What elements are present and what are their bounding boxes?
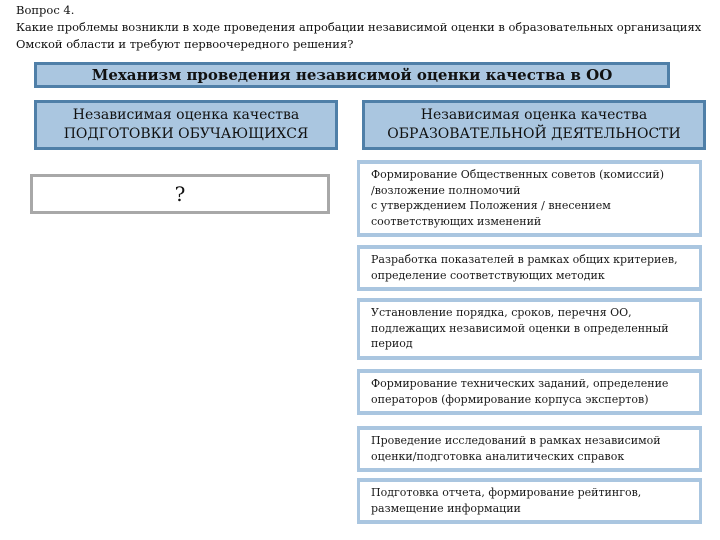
question-mark-box: [30, 174, 330, 214]
question-mark: ?: [174, 182, 186, 206]
step-line: Формирование Общественных советов (комиссий): [371, 168, 665, 181]
left-column-heading: [34, 100, 338, 150]
step-line: Формирование технических заданий, определение: [371, 377, 669, 390]
question-number: Вопрос 4.: [16, 3, 75, 17]
step-box-5: [357, 430, 702, 468]
step-box-2: [357, 249, 702, 287]
step-line: операторов (формирование корпуса экспертов): [371, 392, 649, 406]
step-line: размещение информации: [371, 501, 521, 515]
question-text: [16, 2, 706, 53]
step-line: период: [371, 337, 413, 350]
step-line: Установление порядка, сроков, перечня ОО,: [371, 306, 632, 319]
step-box-1: [357, 164, 702, 233]
step-line: соответствующих изменений: [371, 214, 542, 228]
step-line: с утверждением Положения / внесением: [371, 199, 611, 212]
question-line: Какие проблемы возникли в ходе проведения апробации независимой оценки в образовательных организациях: [16, 20, 702, 34]
step-box-3: [357, 302, 702, 356]
step-line: Подготовка отчета, формирование рейтингов,: [371, 486, 642, 499]
step-box-6: [357, 482, 702, 520]
heading-line: Независимая оценка качества: [72, 107, 300, 123]
step-line: определение соответствующих методик: [371, 268, 605, 282]
step-line: /возложение полномочий: [371, 183, 521, 197]
heading-line: ОБРАЗОВАТЕЛЬНОЙ ДЕЯТЕЛЬНОСТИ: [387, 126, 681, 142]
mechanism-banner: [34, 62, 670, 88]
question-line: Омской области и требуют первоочередного решения?: [16, 37, 354, 51]
banner-title: Механизм проведения независимой оценки качества в ОО: [91, 66, 613, 84]
step-line: Разработка показателей в рамках общих критериев,: [371, 253, 678, 266]
step-box-4: [357, 373, 702, 411]
step-line: подлежащих независимой оценки в определенный: [371, 321, 669, 335]
heading-line: ПОДГОТОВКИ ОБУЧАЮЩИХСЯ: [63, 126, 309, 142]
heading-line: Независимая оценка качества: [420, 107, 648, 123]
right-column-heading: [362, 100, 706, 150]
step-line: Проведение исследований в рамках независимой: [371, 434, 661, 447]
step-line: оценки/подготовка аналитических справок: [371, 449, 625, 463]
